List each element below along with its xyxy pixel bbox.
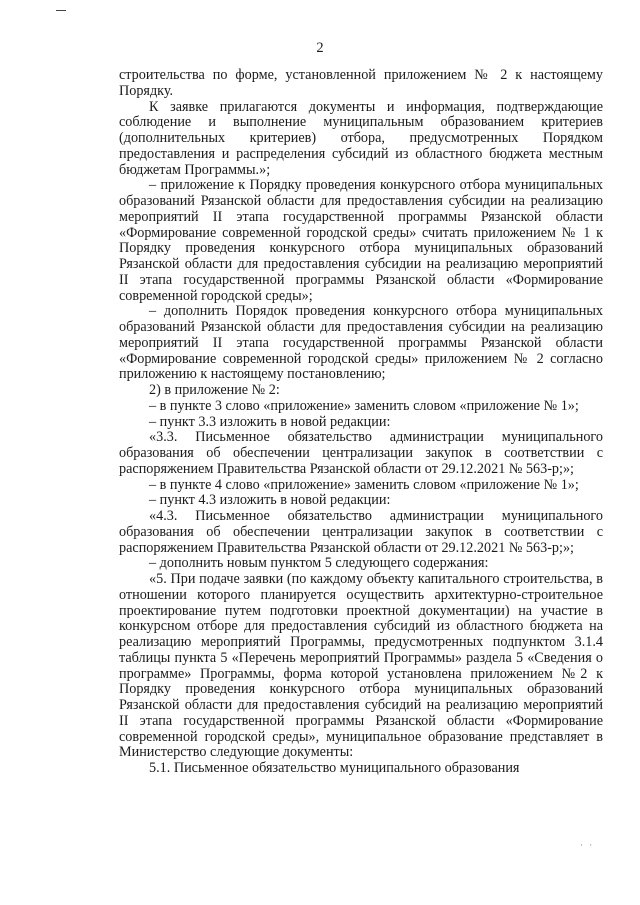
paragraph-attached-documents: К заявке прилагаются документы и информация, подтверждающие соблюдение и выполнение муниципальным образованием критериев (дополнительных критериев) отбора, предусмотренных Порядком предоставления и распределения субсидий из областного бюджета местным бюджетам Программы.»; <box>119 98 603 178</box>
paragraph-point-3-3-text: «3.3. Письменное обязательство администрации муниципального образования об обеспечении централизации закупок в соответствии с распоряжением Правительства Рязанской области от 29.12.2021 № 563-р;»; <box>119 429 603 477</box>
paragraph-point-4-word: – в пункте 4 слово «приложение» заменить словом «приложение № 1»; <box>149 476 579 493</box>
paragraph-item-2: 2) в приложение № 2: <box>149 382 280 398</box>
scan-artifact-dots: · · <box>580 840 595 850</box>
paragraph-point-4-3-intro: – пункт 4.3 изложить в новой редакции: <box>149 492 391 509</box>
paragraph-continuation: строительства по форме, установленной приложением № 2 к настоящему Порядку. <box>119 67 603 99</box>
paragraph-point-3-word: – в пункте 3 слово «приложение» заменить словом «приложение № 1»; <box>149 397 579 414</box>
paragraph-add-appendix-2: – дополнить Порядок проведения конкурсного отбора муниципальных образований Рязанской области для предоставления субсидии на реализацию мероприятий II этапа государственной программы Рязанской области «Формирование современной городской среды» приложением № 2 согласно приложению к настоящему постановлению; <box>119 303 603 383</box>
paragraph-appendix-renumber: – приложение к Порядку проведения конкурсного отбора муниципальных образований Рязанской области для предоставления субсидии на реализацию мероприятий II этапа государственной программы Рязанской области «Формирование современной городской среды» считать приложением № 1 к Порядку проведения конкурсного отбора муниципальных образований Рязанской области для предоставления субсидии на реализацию мероприятий II этапа государственной программы Рязанской области «Формирование современной городской среды»; <box>119 177 603 304</box>
scan-corner-mark <box>56 10 66 11</box>
paragraph-point-3-3-intro: – пункт 3.3 изложить в новой редакции: <box>149 413 391 430</box>
paragraph-point-5-text: «5. При подаче заявки (по каждому объекту капитального строительства, в отношении которого планируется осуществить архитектурно-строительное проектирование путем подготовки проектной документации) на участие в конкурсном отборе для предоставления субсидий из областного бюджета на реализацию мероприятий Программы, предусмотренных подпунктом 3.1.4 таблицы пункта 5 «Перечень мероприятий Программы» раздела 5 «Сведения о программе» Программы, форма которой установлена приложением №2 к Порядку проведения конкурсного отбора муниципальных образований Рязанской области для предоставления субсидий на реализацию мероприятий II этапа государственной программы Рязанской области «Формирование современной городской среды», муниципальное образование представляет в Министерство следующие документы: <box>119 571 603 761</box>
paragraph-point-5-intro: – дополнить новым пунктом 5 следующего содержания: <box>149 555 489 572</box>
document-body <box>119 68 603 777</box>
paragraph-point-5-1: 5.1. Письменное обязательство муниципального образования <box>149 760 520 776</box>
paragraph-point-4-3-text: «4.3. Письменное обязательство администрации муниципального образования об обеспечении централизации закупок в соответствии с распоряжением Правительства Рязанской области от 29.12.2021 № 563-р;»; <box>119 508 603 556</box>
page-number: 2 <box>316 40 324 56</box>
